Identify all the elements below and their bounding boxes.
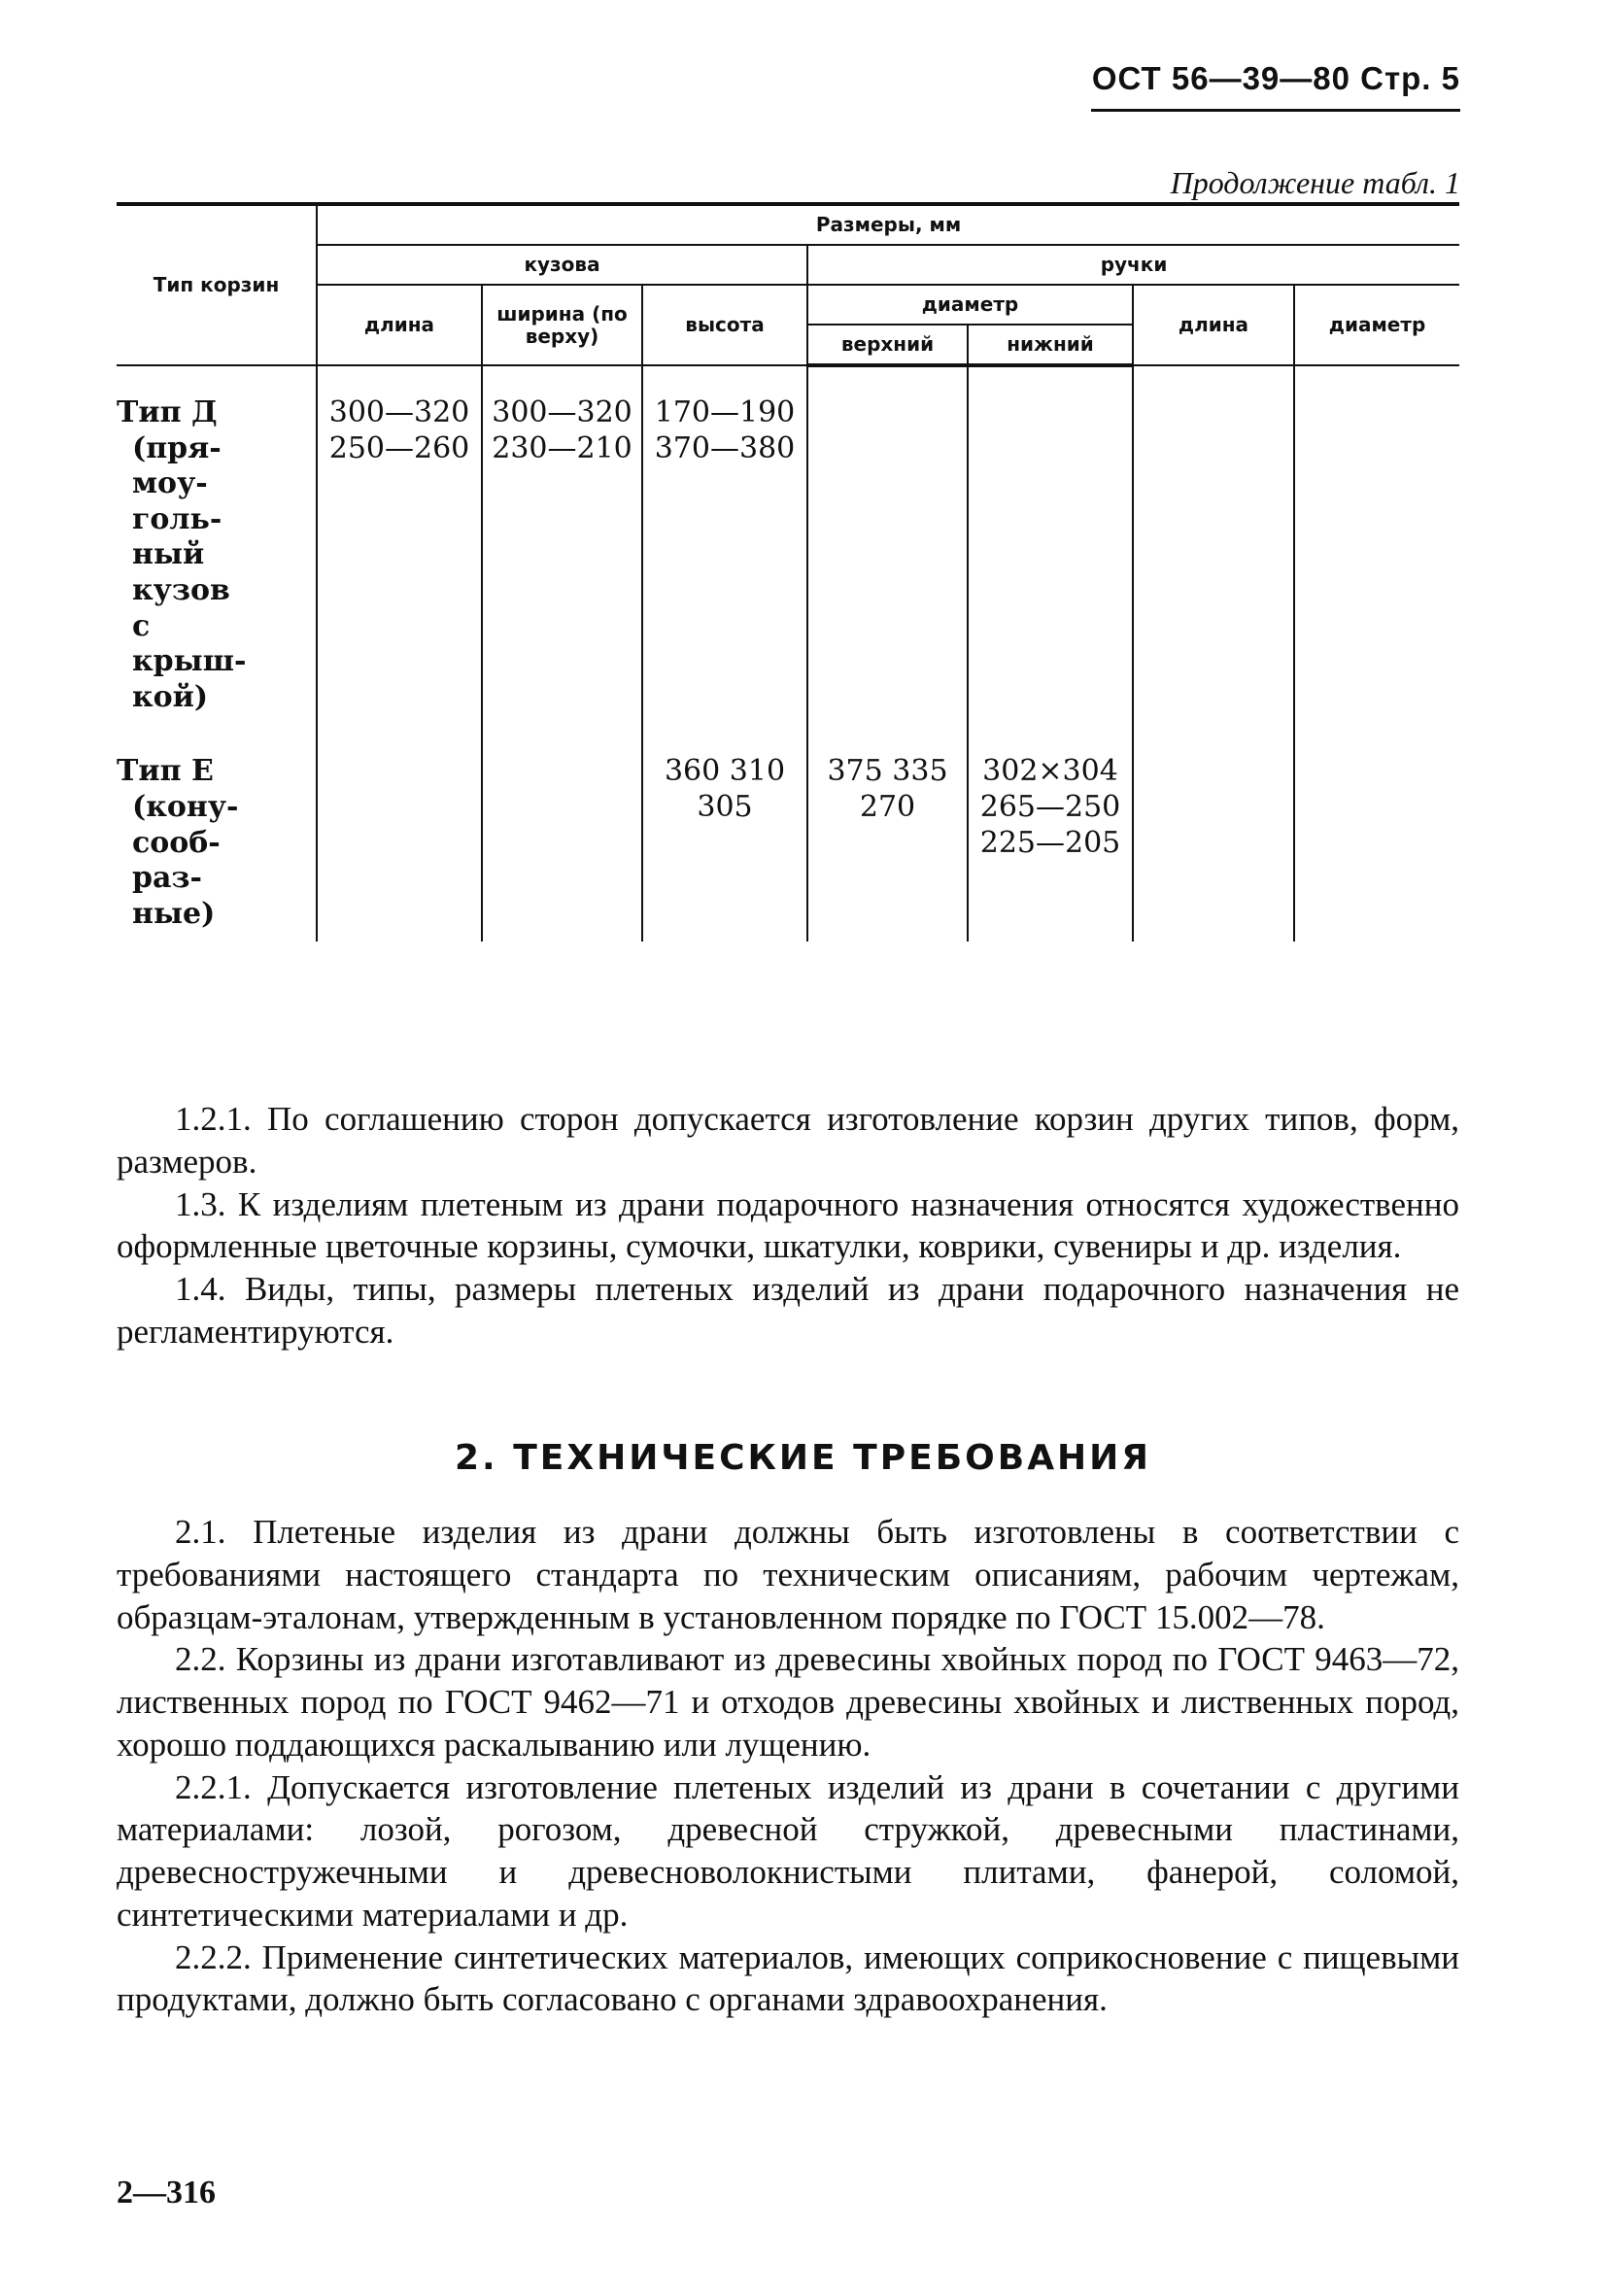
row-type-name: Тип Е [117, 754, 214, 789]
table-row [117, 365, 1459, 725]
col-header-height: высота [642, 285, 807, 365]
header-rule [1091, 109, 1460, 112]
basket-sizes-table [117, 202, 1459, 942]
col-header-sizes: Размеры, мм [317, 204, 1459, 245]
cell-upper [807, 365, 968, 725]
col-header-handle-length: длина [1133, 285, 1294, 365]
paragraph-2-2-1: 2.2.1. Допускается изготовление плетеных изделий из драни в сочетании с другими материалами: лозой, рогозом, древесной стружкой, древесными пластинами, древесностружечными и древесноволокнистыми плитами, фанерой, соломой, синтетическими материалами и др. [117, 1767, 1459, 1934]
paragraph-2-2: 2.2. Корзины из драни изготавливают из древесины хвойных пород по ГОСТ 9463—72, лиственных пород по ГОСТ 9462—71 и отходов древесины хвойных и лиственных пород, хорошо поддающихся раскалыванию или лущению. [117, 1640, 1459, 1764]
paragraph-2-2-2: 2.2.2. Применение синтетических материалов, имеющих соприкосновение с пищевыми продуктами, должно быть согласовано с органами здравоохранения. [117, 1937, 1459, 2019]
cell-handle-length [1133, 365, 1294, 725]
col-header-lower: нижний [968, 325, 1133, 365]
page-mark: 2—316 [117, 2175, 216, 2210]
cell-width [482, 725, 642, 942]
paragraph-2-1: 2.1. Плетеные изделия из драни должны быть изготовлены в соответствии с требованиями настоящего стандарта по техническим описаниям, рабочим чертежам, образцам-эталонам, утвержденным в установленном порядке по ГОСТ 15.002—78. [117, 1513, 1459, 1636]
table-continuation-label: Продолжение табл. 1 [1170, 165, 1460, 200]
col-header-upper: верхний [807, 325, 968, 365]
col-header-length: длина [317, 285, 482, 365]
col-header-type: Тип корзин [117, 204, 317, 365]
cell-height: 170—190 370—380 [642, 365, 807, 725]
cell-length: 300—320 250—260 [317, 365, 482, 725]
section1-text [117, 1098, 1459, 1354]
cell-lower [968, 365, 1133, 725]
row-type-name: Тип Д [117, 395, 218, 429]
sizes-table [117, 202, 1459, 942]
cell-handle-length [1133, 725, 1294, 942]
table-row [117, 725, 1459, 942]
paragraph-1-3: 1.3. К изделиям плетеным из драни подарочного назначения относятся художественно оформленные цветочные корзины, сумочки, шкатулки, коврики, сувениры и др. изделия. [117, 1184, 1459, 1266]
section-2-title: 2. ТЕХНИЧЕСКИЕ ТРЕБОВАНИЯ [454, 1438, 1152, 1478]
section2-text [117, 1511, 1459, 2021]
cell-width: 300—320 230—210 [482, 365, 642, 725]
col-header-handles: ручки [807, 245, 1459, 285]
col-header-diameter: диаметр [807, 285, 1133, 325]
col-header-handle-diameter: диаметр [1294, 285, 1459, 365]
cell-handle-diameter [1294, 725, 1459, 942]
cell-handle-diameter [1294, 365, 1459, 725]
row-type-desc: (пря- моу- голь- ный кузов с крыш- кой) [132, 430, 247, 714]
cell-length [317, 725, 482, 942]
paragraph-1-4: 1.4. Виды, типы, размеры плетеных изделий из драни подарочного назначения не регламентируются. [117, 1270, 1459, 1351]
cell-upper: 375 335 270 [807, 725, 968, 942]
row-type-desc: (кону- сооб- раз- ные) [132, 789, 239, 931]
col-header-width: ширина (по верху) [482, 285, 642, 365]
page-header: ОСТ 56—39—80 Стр. 5 [1091, 60, 1460, 96]
cell-lower: 302×304 265—250 225—205 [968, 725, 1133, 942]
row-type-cell [117, 365, 317, 725]
paragraph-1-2-1: 1.2.1. По соглашению сторон допускается изготовление корзин других типов, форм, размеров. [117, 1100, 1459, 1181]
cell-height: 360 310 305 [642, 725, 807, 942]
row-type-cell [117, 725, 317, 942]
col-header-body: кузова [317, 245, 807, 285]
